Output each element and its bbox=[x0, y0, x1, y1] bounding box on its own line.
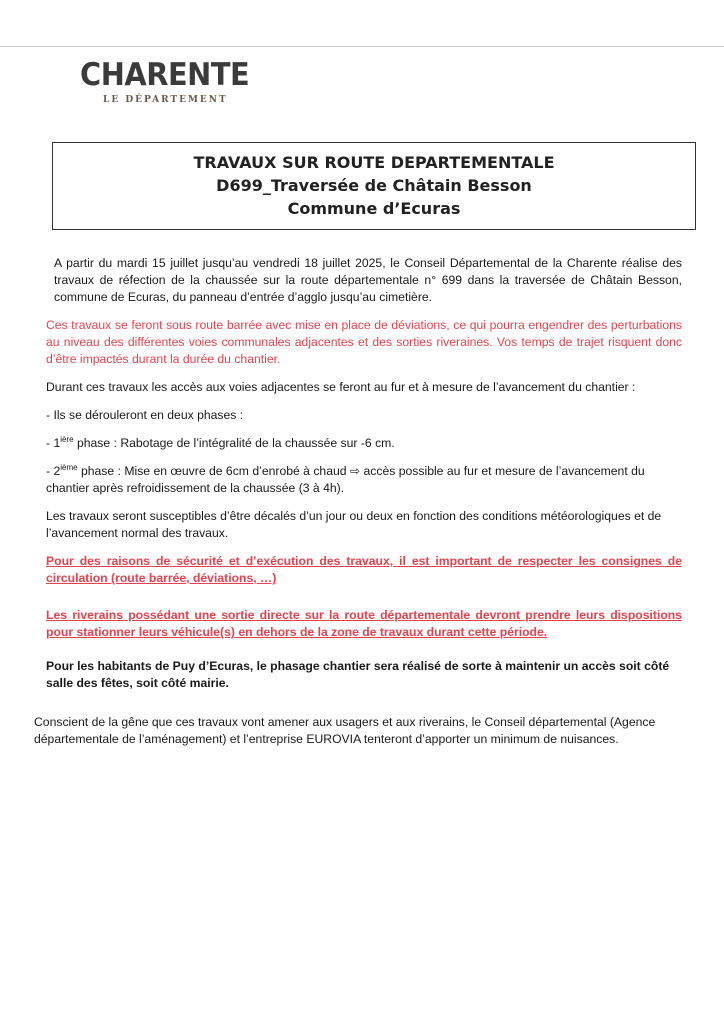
title-box bbox=[52, 142, 696, 230]
title-line-3: Commune d’Ecuras bbox=[287, 199, 461, 218]
access-intro: Durant ces travaux les accès aux voies adjacentes se feront au fur et à mesure de l’avancement du chantier : bbox=[46, 380, 636, 394]
logo-subtitle: LE DÉPARTEMENT bbox=[103, 95, 228, 105]
phase-2 bbox=[46, 463, 682, 497]
delay-notice: Les travaux seront susceptibles d’être décalés d’un jour ou deux en fonction des conditions météorologiques et de l’avancement normal des travaux. bbox=[46, 509, 662, 540]
intro-paragraph: A partir du mardi 15 juillet jusqu’au vendredi 18 juillet 2025, le Conseil Départemental de la Charente réalise des travaux de réfection de la chaussée sur la route départementale n° 699 dans la traversée de Châtain Besson, commune de Ecuras, du panneau d’entrée d’agglo jusqu’au cimetière. bbox=[54, 256, 682, 304]
title-line-1: TRAVAUX SUR ROUTE DEPARTEMENTALE bbox=[193, 153, 555, 172]
safety-notice: Pour des raisons de sécurité et d’exécution des travaux, il est important de respecter les consignes de circulation (route barrée, déviations, …) bbox=[46, 554, 682, 585]
phase-2-sup: ième bbox=[60, 462, 78, 472]
page-top-edge bbox=[0, 46, 724, 47]
closing-paragraph: Conscient de la gêne que ces travaux vont amener aux usagers et aux riverains, le Conseil départemental (Agence départementale de l’aménagement) et l’entreprise EUROVIA tenteront d’apporter un minimum de nuisances. bbox=[34, 715, 656, 746]
road-closed-warning: Ces travaux se feront sous route barrée avec mise en place de déviations, ce qui pourra engendrer des perturbations au niveau des différentes voies communales adjacentes et des sorties riveraines. Vos temps de trajet risquent donc d’être impactés durant la durée du chantier. bbox=[46, 318, 682, 366]
phase-1-text: phase : Rabotage de l’intégralité de la chaussée sur -6 cm. bbox=[73, 436, 395, 450]
phase-2-prefix: - 2 bbox=[46, 464, 61, 478]
title-line-2: D699_Traversée de Châtain Besson bbox=[216, 176, 532, 195]
phases-intro: - Ils se dérouleront en deux phases : bbox=[46, 408, 244, 422]
phase-1 bbox=[46, 435, 682, 452]
department-logo bbox=[80, 58, 250, 105]
phase-1-sup: ière bbox=[60, 434, 74, 444]
puy-ecuras-notice: Pour les habitants de Puy d’Ecuras, le phasage chantier sera réalisé de sorte à maintenir un accès soit côté salle des fêtes, soit côté mairie. bbox=[46, 659, 670, 690]
logo-name: CHARENTE bbox=[80, 57, 250, 93]
residents-notice: Les riverains possédant une sortie directe sur la route départementale devront prendre leurs dispositions pour stationner leurs véhicule(s) en dehors de la zone de travaux durant cette période. bbox=[46, 608, 682, 639]
phase-2-text: phase : Mise en œuvre de 6cm d’enrobé à chaud ⇨ accès possible au fur et mesure de l’avancement du chantier après refroidissement de la chaussée (3 à 4h). bbox=[46, 464, 645, 495]
notice-body bbox=[34, 255, 682, 748]
phase-1-prefix: - 1 bbox=[46, 436, 61, 450]
